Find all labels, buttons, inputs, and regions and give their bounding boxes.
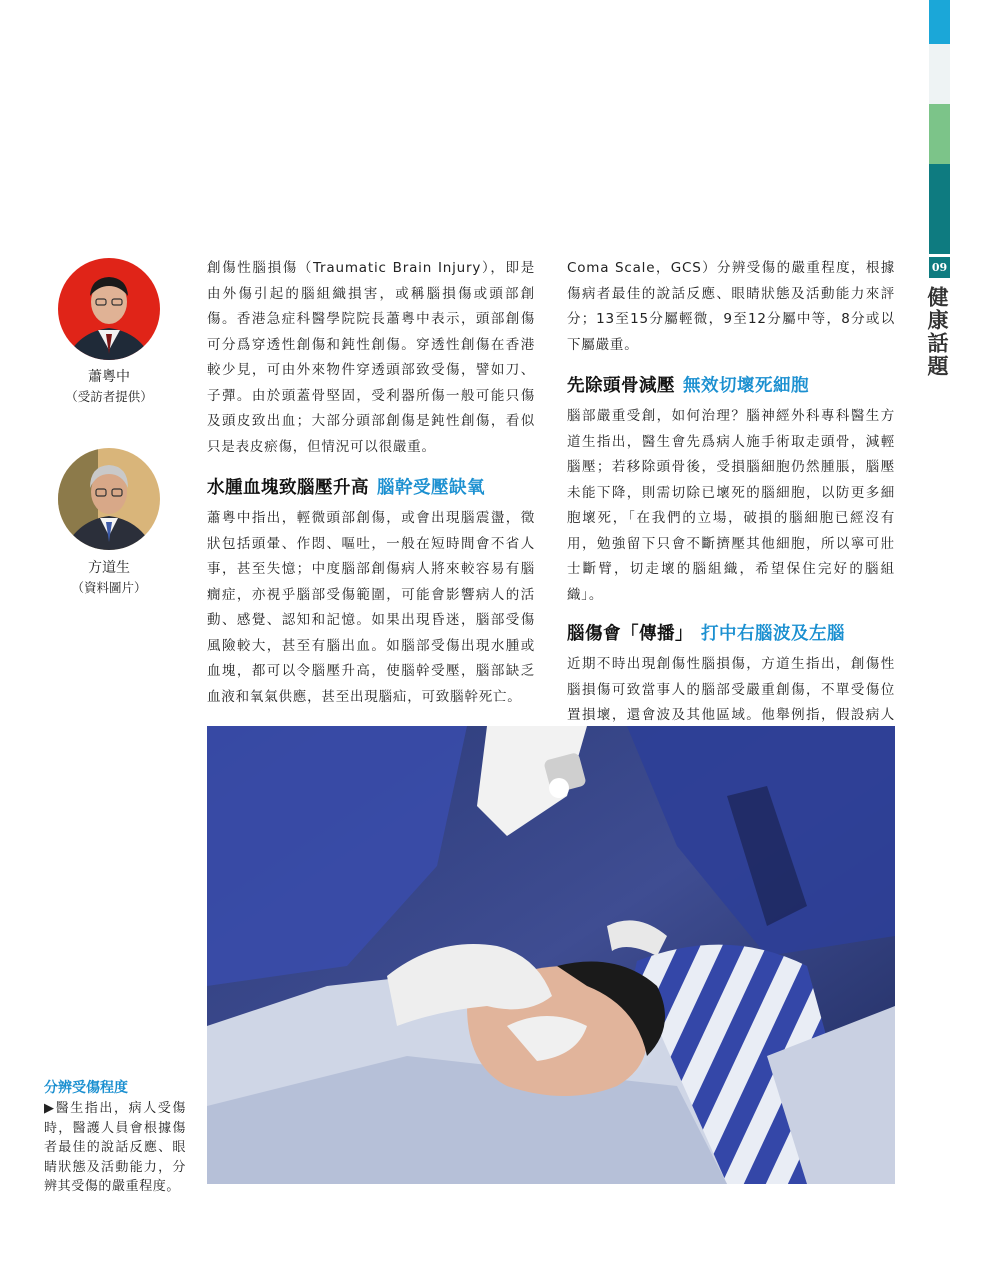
subheading-black: 水腫血塊致腦壓升高 — [207, 478, 369, 498]
subheading-blue: 腦幹受壓缺氧 — [377, 478, 485, 498]
subheading-blue: 無效切壞死細胞 — [683, 376, 809, 396]
subheading-black: 先除頭骨減壓 — [567, 376, 675, 396]
sidebar-title: 分辨受傷程度 — [44, 1080, 128, 1096]
caption-name-2: 方道生 — [88, 560, 130, 576]
portrait-fong-to-sang — [58, 448, 160, 550]
subheading-black: 腦傷會「傳播」 — [567, 624, 693, 644]
paragraph: 創傷性腦損傷（Traumatic Brain Injury），即是由外傷引起的腦組織損害，或稱腦損傷或頭部創傷。香港急症科醫學院院長蕭粵中表示，頭部創傷可分爲穿透性創傷和鈍性創傷。穿透性創傷在香港較少見，可由外來物件穿透頭部致受傷，譬如刀、子彈。由於頭蓋骨堅固，受利器所傷一般可能只傷及頭皮致出血；大部分頭部創傷是鈍性創傷，看似只是表皮瘀傷，但情況可以很嚴重。 — [207, 260, 535, 455]
sidebar-text: ▶醫生指出，病人受傷時，醫護人員會根據傷者最佳的說話反應、眼睛狀態及活動能力，分辨其受傷的嚴重程度。 — [44, 1101, 186, 1194]
caption-name-1: 蕭粵中 — [88, 369, 130, 385]
color-tab-green — [929, 104, 950, 164]
medical-photo — [207, 726, 895, 1184]
subheading — [567, 620, 895, 648]
paragraph: 蕭粵中指出，輕微頭部創傷，或會出現腦震盪，徵狀包括頭暈、作悶、嘔吐，一般在短時間會不省人事，甚至失憶；中度腦部創傷病人將來較容易有腦癇症，亦視乎腦部受傷範圍，可能會影響病人的活動、感覺、認知和記憶。如果出現昏迷，腦部受傷風險較大，甚至有腦出血。如腦部受傷出現水腫或血塊，都可以令腦壓升高，使腦幹受壓，腦部缺乏血液和氧氣供應，甚至出現腦疝，可致腦幹死亡。 — [207, 510, 535, 705]
caption-source-2: （資料圖片） — [71, 580, 147, 595]
subheading-blue: 打中右腦波及左腦 — [701, 624, 845, 644]
portrait-siu-yuet-chung — [58, 258, 160, 360]
caption-source-1: （受訪者提供） — [65, 389, 153, 404]
section-title: 健康話題 — [925, 286, 950, 378]
paragraph: 腦部嚴重受創，如何治理？腦神經外科專科醫生方道生指出，醫生會先爲病人施手術取走頭骨，減輕腦壓；若移除頭骨後，受損腦細胞仍然腫脹，腦壓未能下降，則需切除已壞死的腦細胞，以防更多細胞壞死，「在我們的立場，破損的腦細胞已經沒有用，勉強留下只會不斷擠壓其他細胞，所以寧可壯士斷臂，切走壞的腦組織，希望保住完好的腦組織」。 — [567, 408, 895, 603]
paragraph: 近期不時出現創傷性腦損傷，方道生指出，創傷性腦損傷可致當事人的腦部受嚴重創傷，不單受傷位置損壞，還會波及其他區域。他舉例指，假設病人 — [567, 656, 895, 723]
article-column-2 — [567, 256, 895, 805]
subheading — [207, 474, 535, 502]
subheading — [567, 372, 895, 400]
article-column-1 — [207, 256, 535, 786]
color-tab-teal — [929, 164, 950, 254]
paragraph: Coma Scale，GCS）分辨受傷的嚴重程度，根據傷病者最佳的說話反應、眼睛狀態及活動能力來評分；13至15分屬輕微，9至12分屬中等，8分或以下屬嚴重。 — [567, 260, 895, 353]
page-number: 09 — [929, 257, 950, 278]
color-tab-light — [929, 44, 950, 104]
color-tab-blue — [929, 0, 950, 44]
